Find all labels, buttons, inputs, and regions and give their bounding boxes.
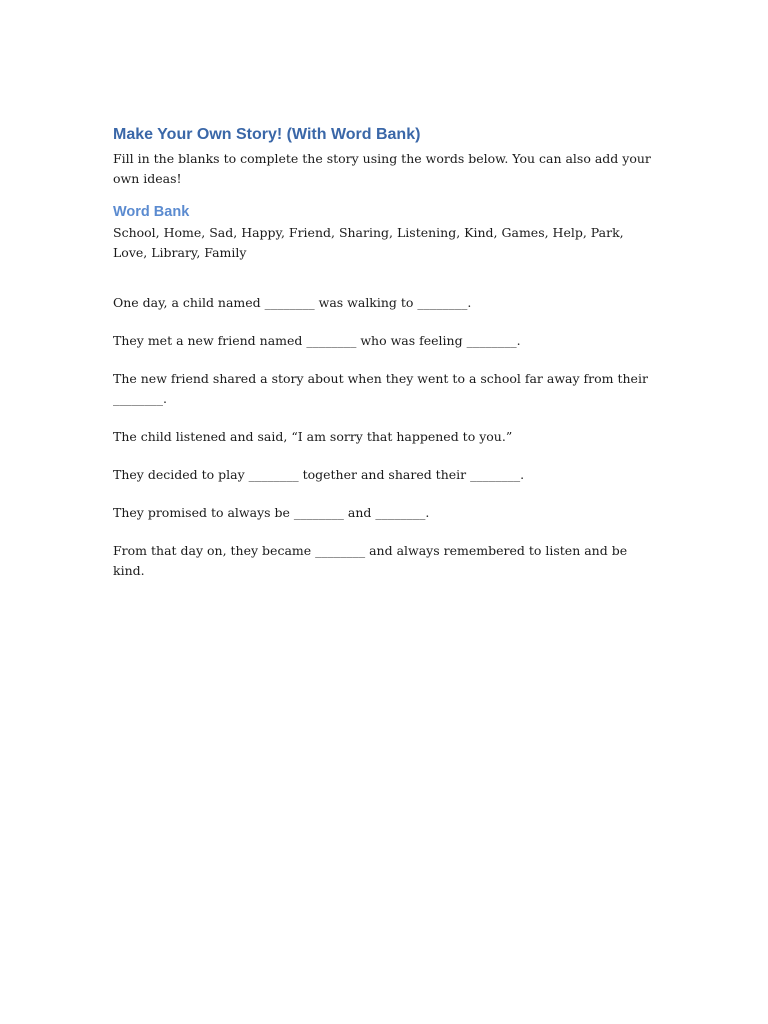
story-line-5: They decided to play ________ together and shared their ________. — [113, 467, 525, 482]
word-bank-list: School, Home, Sad, Happy, Friend, Sharing, Listening, Kind, Games, Help, Park, Love, Library, Family — [113, 225, 624, 260]
story-line-1: One day, a child named ________ was walking to ________. — [113, 295, 472, 310]
story-line-7: From that day on, they became ________ and always remembered to listen and be kind. — [113, 543, 628, 578]
story-line-3: The new friend shared a story about when they went to a school far away from their ________. — [113, 371, 648, 406]
story-line-6: They promised to always be ________ and ________. — [113, 505, 430, 520]
instructions-text: Fill in the blanks to complete the story using the words below. You can also add your own ideas! — [113, 151, 651, 186]
document-title: Make Your Own Story! (With Word Bank) — [113, 126, 421, 143]
story-line-4: The child listened and said, “I am sorry that happened to you.” — [113, 429, 513, 444]
word-bank-heading: Word Bank — [113, 204, 190, 220]
document-body — [113, 124, 661, 581]
story-line-2: They met a new friend named ________ who was feeling ________. — [113, 333, 521, 348]
